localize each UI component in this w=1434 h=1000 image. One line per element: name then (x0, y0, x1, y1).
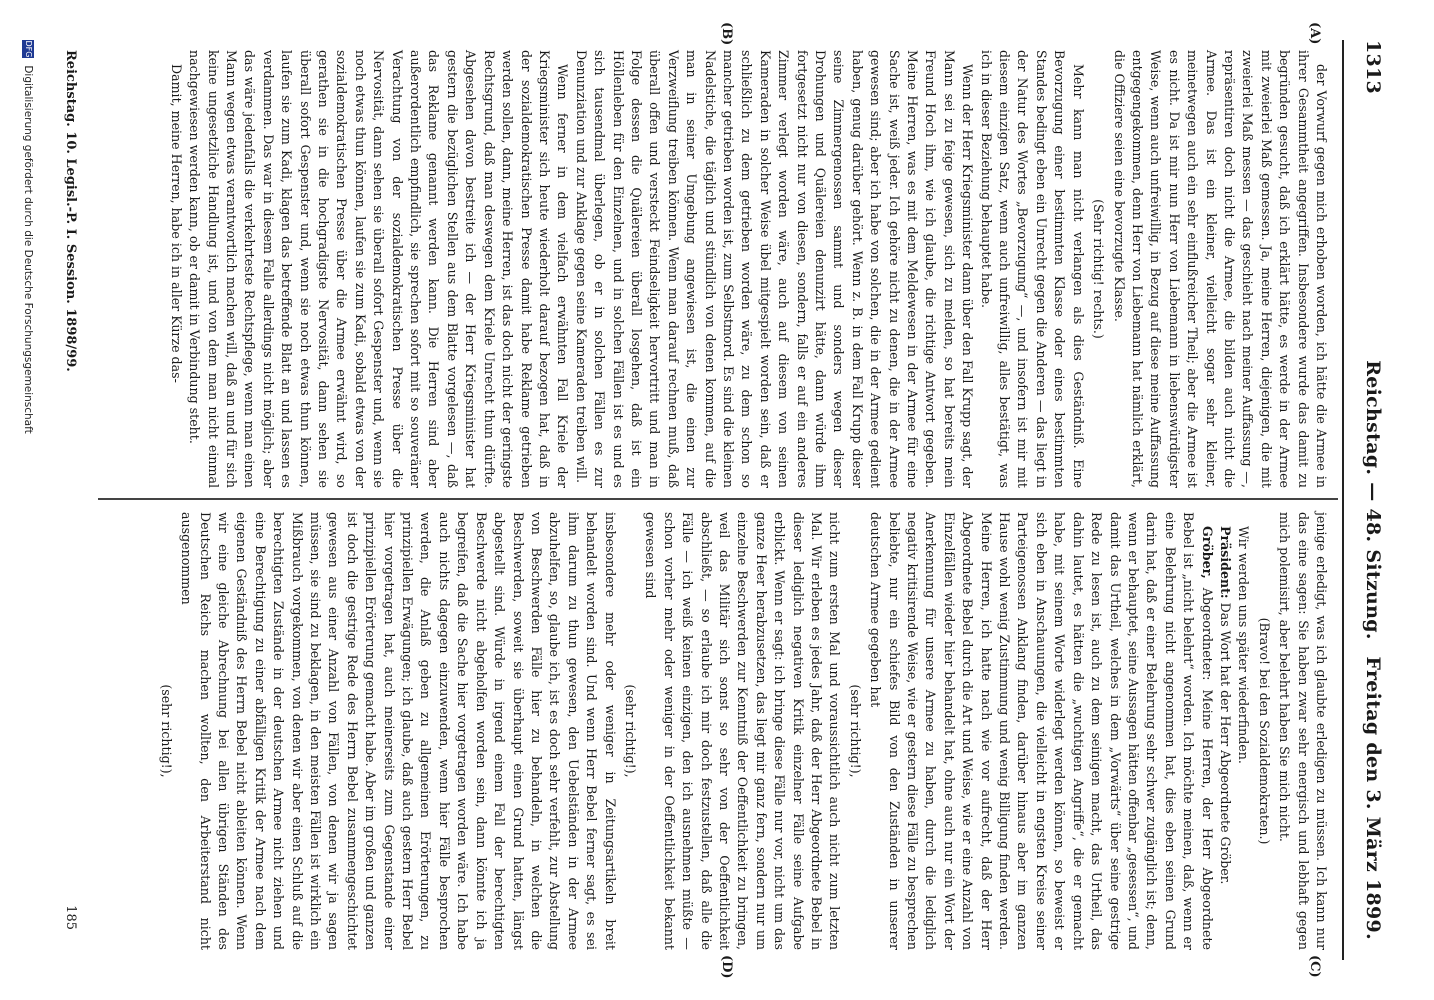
paragraph: nicht zum ersten Mal und voraussichtlich auch nicht zum letzten Mal. Wir erleben es jedes Jahr, daß der Herr Abgeordnete Bebel in dieser lediglich negativen Kritik einzelner Fälle seine Aufgabe erblickt. Wenn er sagt: ich bringe diese Fälle nur vor, nicht um das ganze Heer herabzusetzen, das liegt mir ganz fern, sondern nur um einzelne Beschwerden zur Kenntniß der Oeffentlichkeit zu bringen, weil das Militär sich sonst so sehr von der Oeffentlichkeit abschließt, — so erlaube ich mir doch festzustellen, daß alle die Fälle — ich weiß keinen einzigen, den ich ausnehmen müßte — schon vorher mehr oder weniger in der Oeffentlichkeit bekannt gewesen sind (643, 512, 843, 950)
paragraph: Mehr kann man nicht verlangen als dies Geständniß. Eine Bevorzugung einer bestimmten Klasse oder eines bestimmten Standes bedingt eben ein Unrecht gegen die Anderen — das liegt in der Natur des Wortes „Bevorzugung“ —, und insofern ist mir mit diesem einzigen Satz, wenn auch unfreiwillig, alles bestätigt, was ich in dieser Beziehung behauptet habe. (978, 50, 1086, 488)
header-page-number: 1313 (1362, 40, 1384, 95)
margin-marker-b: (B) (719, 22, 734, 46)
paragraph (866, 512, 1216, 950)
left-column (166, 50, 1330, 488)
column-divider (98, 498, 1338, 500)
header-title: Reichstag. — 48. Sitzung. (1362, 360, 1384, 640)
reaction: (Bravo! bei den Sozialdemokraten.) (1256, 617, 1272, 845)
reaction: (sehr richtig!), (847, 684, 863, 778)
speech-text: Das Wort hat der Herr Abgeordnete Gröber. (1217, 602, 1233, 885)
speaker-name: Gröber, (1199, 526, 1215, 579)
footer-page-number: 185 (63, 905, 78, 930)
margin-marker-c: (C) (1307, 955, 1322, 978)
reaction: (Sehr richtig! rechts.) (1091, 199, 1107, 339)
paragraph: der Vorwurf gegen mich erhoben worden, ich hätte die Armee in ihrer Gesammtheit angegriffen. Insbesondere wurde das damit zu begründen gesucht, daß ich erklärt hätte, es werde in der Armee mit zweierlei Maß gemessen. Ja, meine Herren, diejenigen, die mit zweierlei Maß messen — das geschieht nach meiner Auffassung —, repräsentiren doch nicht die Armee, die bilden auch nicht die Armee. Das ist ein kleiner, vielleicht sogar sehr kleiner, meinetwegen auch ein sehr einflußreicher Theil; aber die Armee ist es nicht. Da ist mir nun Herr von Liebemann in liebenswürdigster Weise, wenn auch unfreiwillig, in Bezug auf diese meine Auffassung entgegengekommen, denn Herr von Liebemann hat nämlich erklärt, die Offiziere seien eine bevorzugte Klasse. (1111, 50, 1329, 488)
paragraph: Wenn ferner in dem vielfach erwähnten Fall Kriele der Kriegsminister sich heute wiederholt darauf bezogen hat, daß in der sozialdemokratischen Presse damit habe Reklame getrieben werden sollen, dann, meine Herren, ist das doch nicht der geringste Rechtsgrund, daß man deswegen dem Kriele Unrecht thun dürfte. Abgesehen davon bestreite ich — der Herr Kriegsminister hat gestern die bezüglichen Stellen aus dem Blatte vorgelesen —, daß das Reklame genannt werden kann. Die Herren sind aber außerordentlich empfindlich, sie sprechen sofort mit so souveräner Verachtung von der sozialdemokratischen Presse über die Nervosität, dann sehen sie überall sofort Gespenster und, wenn sie noch etwas thun können, laufen sie zum Kadi, sobald etwas von der sozialdemokratischen Presse über die Armee erwähnt wird, so gerathen sie in die hochgradigste Nervosität, dann sehen sie überall sofort Gespenster und, wenn sie noch etwas thun können, laufen sie zum Kadi, klagen das betreffende Blatt an und lassen es verdammen. Das war in diesem Falle allerdings nicht möglich; aber das wäre jedenfalls die verkehrteste Rechtspflege, wenn man einen Mann wegen etwas verantwortlich machen will, daß an und für sich keine ungesetzliche Handlung ist, und von dem man nicht einmal nachgewiesen werden kann, ob er damit in Verbindung steht. (187, 50, 571, 488)
reaction: (sehr richtig!), (622, 684, 638, 778)
dfg-logo-icon: DFG (24, 40, 33, 58)
paragraph: Damit, meine Herren, habe ich in aller Kürze das- (168, 64, 184, 383)
speaker-name: Präsident: (1217, 526, 1233, 599)
reaction: (sehr richtig!), (158, 684, 174, 778)
digitization-credit (22, 40, 34, 940)
credit-text: Digitalisierung gefördert durch die Deutsche Forschungsgemeinschaft (22, 65, 34, 434)
margin-marker-d: (D) (719, 955, 734, 979)
paragraph (1216, 512, 1234, 950)
paragraph: insbesondere mehr oder weniger in Zeitungsartikeln breit behandelt worden sind. Und wenn Herr Bebel ferner sagt, es sei ihm darum zu thun gewesen, den Uebelständen in der Armee abzuhelfen, so, glaube ich, ist es doch sehr verfehlt, zur Abstellung von Beschwerden Fälle hier zu behandeln, in welchen die Beschwerden, soweit sie überhaupt einen Grund hatten, längst abgestellt sind. Würde in irgend einem Fall der berechtigten Beschwerde nicht abgeholfen worden sein, dann könnte ich ja begreifen, daß die Sache hier vorgetragen worden wäre. Ich habe auch nichts dagegen einzuwenden, wenn hier Fälle besprochen werden, die Anlaß geben zu allgemeinen Erörterungen, zu prinzipiellen Erwägungen; ich glaube, daß auch gestern Herr Bebel hier vorgetragen hat, auch meinerseits zum Gegenstande einer prinzipiellen Erörterung gemacht habe. Aber im großen und ganzen ist doch die gestrige Rede des Herrn Bebel zusammengeschichtet gewesen aus einer Anzahl von Fällen, von denen wir ja sagen müssen, sie sind zu beklagen, in den meisten Fällen ist wirklich ein Mißbrauch vorgekommen, von denen wir aber einen Schluß auf die berechtigten Zustände in der deutschen Armee nicht ziehen und eine Berechtigung zu einer abfälligen Kritik der Armee nach dem eigenen Geständniß des Herrn Bebel nicht ableiten können. Wenn wir eine gleiche Abrechnung bei allen übrigen Ständen des Deutschen Reichs machen wollten, den Arbeiterstand nicht ausgenommen (179, 512, 618, 950)
page-header (1346, 40, 1396, 960)
header-rule (1342, 40, 1344, 960)
footer-session: Reichstag. 10. Legisl.-P. I. Session. 1898/99. (63, 50, 78, 372)
right-column (154, 512, 1330, 950)
page-footer (54, 50, 78, 950)
header-date: Freitag den 3. März 1899. (1362, 656, 1384, 940)
speech-text: Abgeordneter: Meine Herren, der Herr Abgeordnete Bebel ist „nicht belehrt“ worden. Ich möchte meinen, daß, wenn er eine Belehrung nicht angenommen hat, dies eben seinen Grund darin hat, daß er einer Belehrung sehr schwer zugänglich ist; denn, wenn er behauptet, seine Aussagen hätten offenbar „gesessen“, und damit das Urtheil, welches in dem „Vorwärts“ über seine gestrige Rede zu lesen ist, auch zu dem seinigen macht, das Urtheil, das dahin lautet, es hätten die „wuchtigen Angriffe“, die er gemacht habe, mit seinem Worte widerlegt werden können, so beweist er sich eben in Anschauungen, die vielleicht in engsten Kreise seiner Parteigenossen Anklang finden, darüber hinaus aber im ganzen Hause wohl wenig Zustimmung und wenig Billigung finden werden. Meine Herren, ich hatte nach wie vor aufrecht, daß der Herr Abgeordnete Bebel durch die Art und Weise, wie er eine Anzahl von Einzelfällen wieder hier behandelt hat, ohne auch nur ein Wort der Anerkennung für unsere Armee zu haben, durch die lediglich negativ kritisirende Weise, wie er gestern diese Fälle zu besprechen beliebte, nur ein schiefes Bild von den Zuständen in unserer deutschen Armee gegeben hat (868, 512, 1215, 950)
paragraph: jenige erledigt, was ich glaubte erledigen zu müssen. Ich kann nur das eine sagen: Sie haben zwar sehr energisch und lebhaft gegen mich polemisirt, aber belehrt haben Sie mich nicht. (1277, 512, 1329, 950)
paragraph: Wir werden uns später wiederfinden. (1236, 526, 1252, 764)
margin-marker-a: (A) (1307, 22, 1322, 45)
paragraph: Wenn der Herr Kriegsminister dann über den Fall Krupp sagt, der Mann sei zu feige gewesen, sich zu melden, so hat bereits mein Freund Hoch ihm, wie ich glaube, die richtige Antwort gegeben. Meine Herren, was es mit dem Meldewesen in der Armee für eine Sache ist, weiß jeder. Ich gehöre nicht zu denen, die in der Armee gewesen sind; aber ich habe von solchen, die in der Armee gedient haben, genug darüber gehört. Wenn z. B. in dem Fall Krupp dieser seine Zimmergenossen sammt und sonders wegen dieser Drohungen und Quälereien denunzirt hätte, dann würde ihm fortgesetzt nicht nur von diesen, sondern, falls er auf ein anderes Zimmer verlegt worden wäre, auch auf diesem von seinen Kameraden in solcher Weise übel mitgespielt worden sein, daß er schließlich zu dem getrieben worden wäre, zu dem schon so mancher getrieben worden ist, zum Selbstmord. Es sind die kleinen Nadelstiche, die täglich und stündlich von denen kommen, auf die man in seiner Umgebung angewiesen ist, die einen zur Verzweiflung treiben können. Wenn man darauf rechnen muß, daß überall offen und versteckt Feindseligkeit hervortritt und man in Folge dessen die Quälereien überall losgehen, daß ist ein Höllenleben für den Einzelnen, und in solchen Fällen ist es und es sich tausendmal überlegen, ob er in solchen Fällen es zur Denunziation und zur Anklage gegen seine Kameraden treiben will. (573, 50, 976, 488)
